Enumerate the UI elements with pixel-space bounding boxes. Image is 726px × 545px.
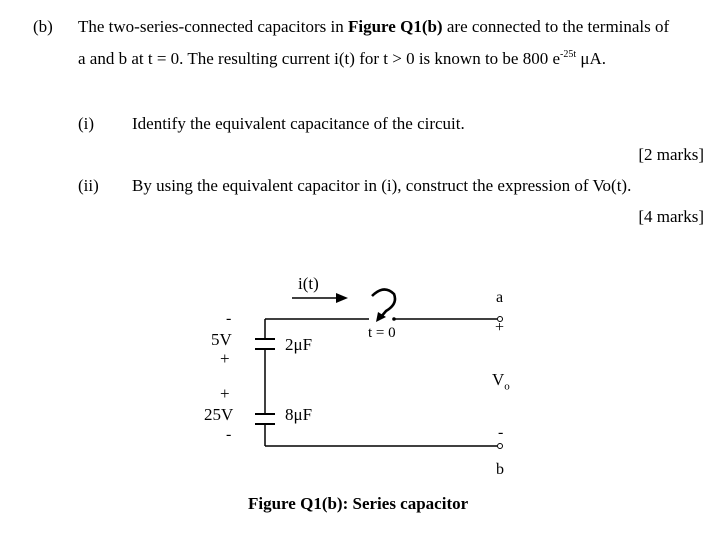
switch-icon	[372, 289, 396, 322]
item-number-ii: (ii)	[78, 176, 99, 195]
part-label: (b)	[33, 17, 53, 36]
cap2-sign-bottom: -	[226, 426, 232, 443]
terminal-b-node	[498, 444, 503, 449]
terminal-b-label: b	[496, 461, 504, 478]
item-text-ii: By using the equivalent capacitor in (i), construct the expression of Vo(t).	[132, 176, 632, 195]
cap2-sign-top: +	[220, 384, 230, 403]
figure-caption: Figure Q1(b): Series capacitor	[248, 494, 469, 513]
item-marks-ii: [4 marks]	[638, 207, 704, 226]
current-label: i(t)	[298, 274, 319, 293]
cap1-sign-top: -	[226, 310, 232, 327]
cap2-value: 8μF	[285, 405, 313, 424]
item-number-i: (i)	[78, 114, 95, 133]
vo-plus-sign: +	[495, 319, 505, 336]
item-text-i: Identify the equivalent capacitance of the circuit.	[132, 114, 465, 133]
terminal-a-label: a	[496, 289, 504, 306]
item-marks-i: [2 marks]	[638, 145, 704, 164]
vo-label	[492, 371, 510, 392]
cap1-sign-bottom: +	[220, 349, 230, 368]
cap2-voltage: 25V	[204, 405, 234, 424]
vo-minus-sign: -	[498, 424, 504, 441]
intro-exponent: -25t	[560, 49, 577, 60]
switch-label: t = 0	[368, 325, 396, 341]
intro-text-2b: μA.	[576, 49, 607, 68]
intro-text-1a: The two-series-connected capacitors in	[78, 17, 348, 36]
intro-text-2a: a and b at t = 0. The resulting current i(t) for t > 0 is known to be 800 e	[78, 49, 561, 68]
current-arrow-head	[336, 293, 348, 303]
vo-subscript: o	[504, 380, 510, 393]
cap1-voltage: 5V	[211, 330, 232, 349]
figure-reference: Figure Q1(b)	[348, 17, 443, 36]
intro-text-1b: are connected to the terminals of	[442, 17, 670, 36]
vo-main: V	[492, 370, 505, 389]
cap1-value: 2μF	[285, 335, 313, 354]
